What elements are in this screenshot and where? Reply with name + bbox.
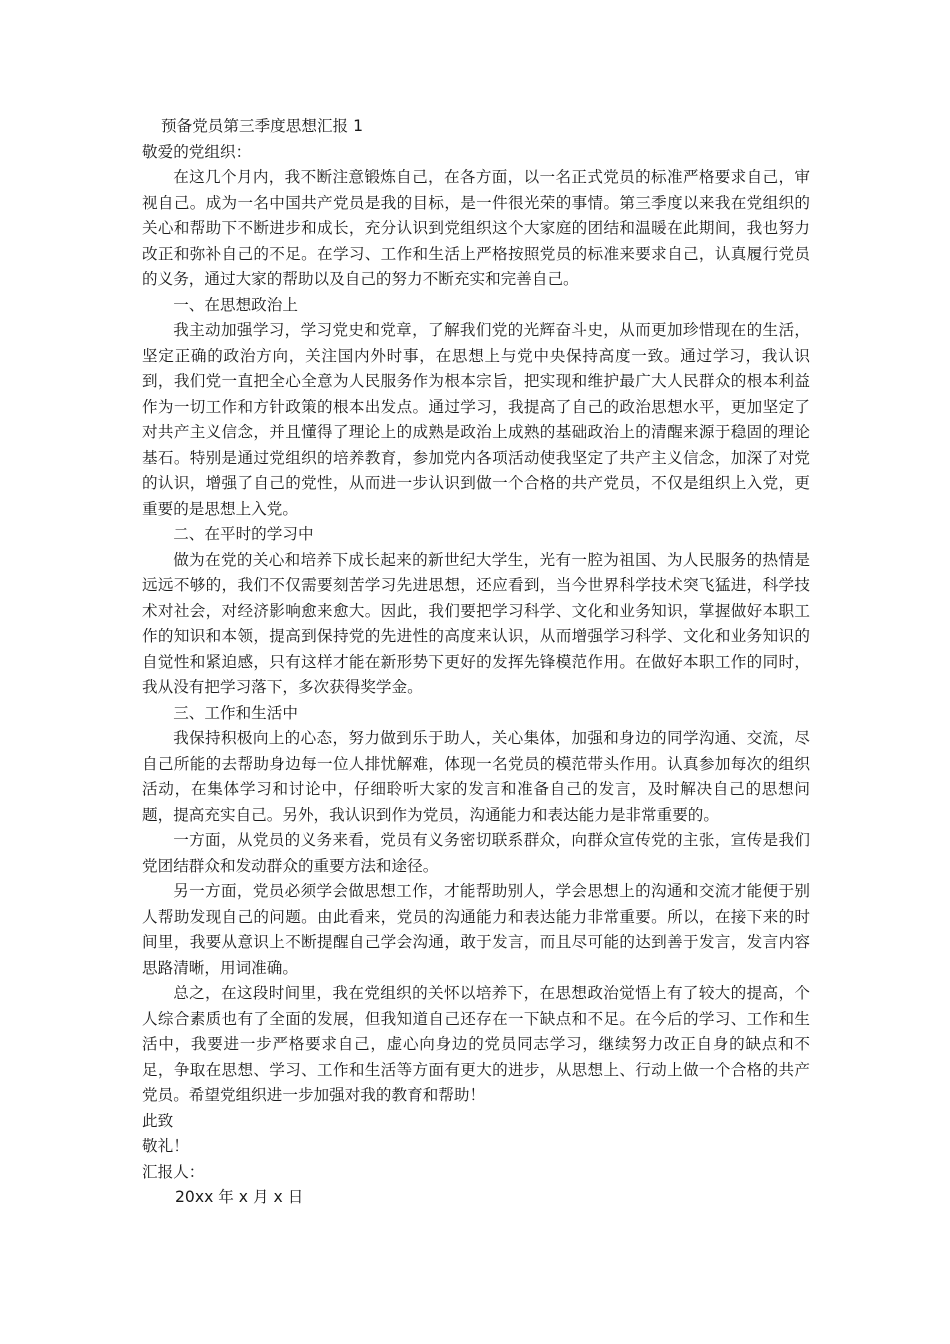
closing-line-2: 敬礼！	[142, 1137, 189, 1155]
section-heading-political: 一、在思想政治上	[173, 295, 298, 314]
section-body-political: 我主动加强学习，学习党史和党章，了解我们党的光辉奋斗史，从而更加珍惜现在的生活，坚定正确的政治方向，关注国内外时事，在思想上与党中央保持高度一致。通过学习，我认识到，我们党一直把全心全意为人民服务作为根本宗旨，把实现和维护最广大人民群众的根本利益作为一切工作和方针政策的根本出发点。通过学习，我提高了自己的政治思想水平，更加坚定了对共产主义信念，并且懂得了理论上的成熟是政治上成熟的基础政治上的清醒来源于稳固的理论基石。特别是通过党组织的培养教育，参加党内各项活动使我坚定了共产主义信念，加深了对党的认识，增强了自己的党性，从而进一步认识到做一个合格的共产党员，不仅是组织上入党，更重要的是思想上入党。	[142, 321, 810, 518]
reporter-label: 汇报人：	[142, 1162, 205, 1181]
paragraph-communication: 另一方面，党员必须学会做思想工作，才能帮助别人，学会思想上的沟通和交流才能便于别人帮助发现自己的问题。由此看来，党员的沟通能力和表达能力非常重要。所以，在接下来的时间里，我要从意识上不断提醒自己学会沟通，敢于发言，而且尽可能的达到善于发言，发言内容思路清晰，用词准确。	[142, 882, 810, 977]
document-page	[142, 114, 810, 1211]
report-date: 20xx 年 x 月 x 日	[175, 1188, 304, 1206]
document-title: 预备党员第三季度思想汇报 1	[161, 117, 364, 135]
closing-line-1: 此致	[142, 1111, 174, 1130]
paragraph-summary: 总之，在这段时间里，我在党组织的关怀以培养下，在思想政治觉悟上有了较大的提高，个人综合素质也有了全面的发展，但我知道自己还存在一下缺点和不足。在今后的学习、工作和生活中，我要进一步严格要求自己，虚心向身边的党员同志学习，继续努力改正自身的缺点和不足，争取在思想、学习、工作和生活等方面有更大的进步，从思想上、行动上做一个合格的共产党员。希望党组织进一步加强对我的教育和帮助！	[142, 984, 810, 1104]
section-heading-work-life: 三、工作和生活中	[173, 703, 298, 722]
intro-paragraph: 在这几个月内，我不断注意锻炼自己，在各方面，以一名正式党员的标准严格要求自己，审视自己。成为一名中国共产党员是我的目标，是一件很光荣的事情。第三季度以来我在党组织的关心和帮助下不断进步和成长，充分认识到党组织这个大家庭的团结和温暖在此期间，我也努力改正和弥补自己的不足。在学习、工作和生活上严格按照党员的标准来要求自己，认真履行党员的义务，通过大家的帮助以及自己的努力不断充实和完善自己。	[142, 168, 810, 288]
paragraph-duty: 一方面，从党员的义务来看，党员有义务密切联系群众，向群众宣传党的主张，宣传是我们党团结群众和发动群众的重要方法和途径。	[142, 831, 810, 875]
section-body-study: 做为在党的关心和培养下成长起来的新世纪大学生，光有一腔为祖国、为人民服务的热情是远远不够的，我们不仅需要刻苦学习先进思想，还应看到，当今世界科学技术突飞猛进，科学技术对社会，对经济影响愈来愈大。因此，我们要把学习科学、文化和业务知识，掌握做好本职工作的知识和本领，提高到保持党的先进性的高度来认识，从而增强学习科学、文化和业务知识的自觉性和紧迫感，只有这样才能在新形势下更好的发挥先锋模范作用。在做好本职工作的同时，我从没有把学习落下，多次获得奖学金。	[142, 550, 810, 696]
section-heading-study: 二、在平时的学习中	[173, 525, 314, 543]
salutation: 敬爱的党组织：	[142, 142, 252, 161]
section-body-work-life: 我保持积极向上的心态，努力做到乐于助人，关心集体，加强和身边的同学沟通、交流，尽自己所能的去帮助身边每一位人排忧解难，体现一名党员的模范带头作用。认真参加每次的组织活动，在集体学习和讨论中，仔细聆听大家的发言和准备自己的发言，及时解决自己的思想问题，提高充实自己。另外，我认识到作为党员，沟通能力和表达能力是非常重要的。	[142, 729, 810, 824]
